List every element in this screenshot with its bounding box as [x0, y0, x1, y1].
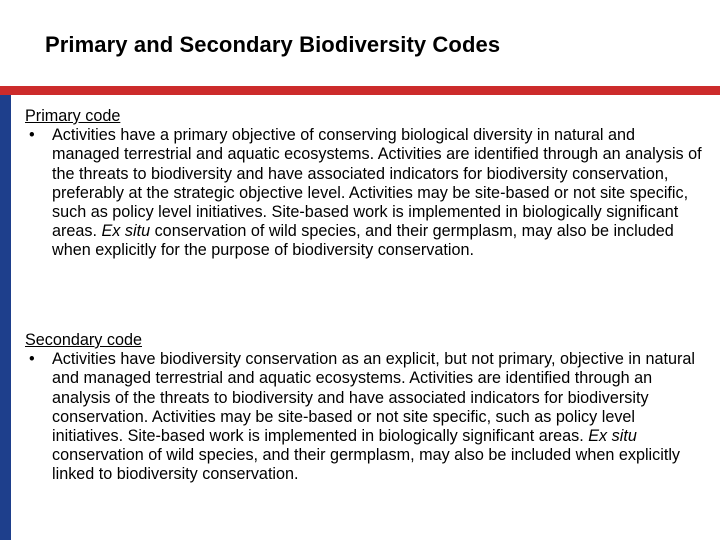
secondary-code-text: [52, 350, 705, 484]
primary-text-part1: Activities have a primary objective of conserving biological diversity in natural and managed terrestrial and aquatic ecosystems. Activities are identified through an analysis of the threats to biodiversity and have associated indicators for biodiversity conservation, preferably at the strategic objective level. Activities may be site-based or not site specific, such as policy level initiatives. Site-based work is implemented in biologically significant areas.: [52, 126, 702, 241]
bullet-icon: •: [29, 126, 35, 145]
secondary-text-part2: conservation of wild species, and their germplasm, may also be included when explicitly linked to biodiversity conservation.: [52, 446, 681, 484]
primary-text-italic: Ex situ: [101, 222, 151, 241]
bullet-icon: •: [29, 350, 35, 369]
secondary-code-section: [25, 331, 705, 485]
secondary-text-part1: Activities have biodiversity conservation as an explicit, but not primary, objective in natural and managed terrestrial and aquatic ecosystems. Activities are identified through an analysis of the threats to biodiversity and have associated indicators for biodiversity conservation. Activities may be site-based or not site specific, such as policy level initiatives. Site-based work is implemented in biologically significant areas.: [52, 350, 696, 446]
secondary-text-italic: Ex situ: [588, 427, 637, 446]
primary-code-section: [25, 107, 705, 261]
primary-code-text: [52, 126, 705, 260]
secondary-code-heading: Secondary code: [25, 331, 142, 349]
side-bar: [0, 95, 11, 540]
slide-title: Primary and Secondary Biodiversity Codes: [45, 32, 501, 57]
secondary-code-bullet: [25, 350, 705, 484]
primary-text-part2: conservation of wild species, and their germplasm, may also be included when explicitly for the purpose of biodiversity conservation.: [52, 222, 674, 260]
primary-code-heading: Primary code: [25, 107, 121, 125]
accent-bar: [0, 86, 720, 95]
primary-code-bullet: [25, 126, 705, 260]
